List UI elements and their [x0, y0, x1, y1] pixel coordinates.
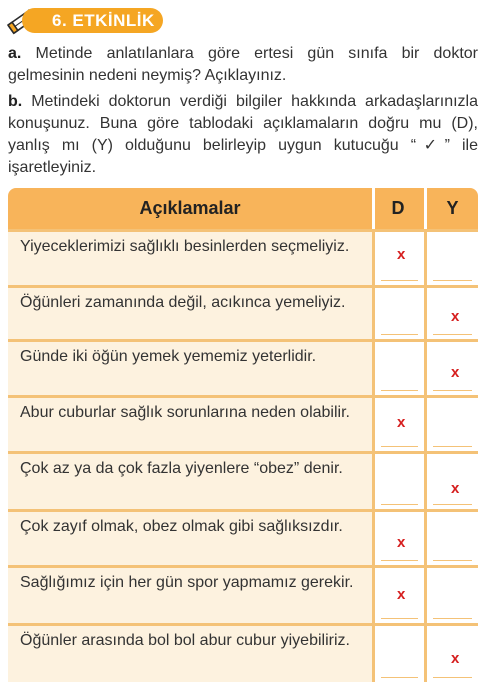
activity-title: 6. ETKİNLİK: [22, 8, 163, 33]
checkbox-y[interactable]: [427, 568, 478, 623]
checkbox-line: [381, 677, 418, 678]
checkbox-line: [381, 504, 418, 505]
table-row: [8, 451, 478, 509]
checkbox-d[interactable]: [375, 512, 424, 565]
description-cell: [8, 568, 372, 623]
checkbox-y[interactable]: [427, 398, 478, 451]
checkbox-d[interactable]: [375, 454, 424, 509]
checkbox-line: [433, 560, 472, 561]
header-y: Y: [446, 198, 459, 218]
checkbox-y[interactable]: [427, 288, 478, 339]
question-b: [8, 91, 478, 179]
table-row: [8, 395, 478, 451]
checkbox-line: [433, 618, 472, 619]
question-a-text: Metinde anlatılanlara göre ertesi gün sınıfa bir doktor gelmesinin nedeni neymiş? Açıklayınız.: [8, 45, 478, 84]
header-description: Açıklamalar: [139, 198, 241, 218]
description-text: Çok zayıf olmak, obez olmak gibi sağlıksızdır.: [20, 518, 343, 535]
checkbox-line: [433, 677, 472, 678]
checkbox-line: [433, 446, 472, 447]
mark-d: x: [397, 246, 406, 263]
checkbox-line: [381, 334, 418, 335]
checkbox-line: [381, 618, 418, 619]
description-text: Yiyeceklerimizi sağlıklı besinlerden seçmeliyiz.: [20, 238, 350, 255]
checkbox-line: [381, 390, 418, 391]
table-row: [8, 565, 478, 623]
description-text: Abur cuburlar sağlık sorunlarına neden olabilir.: [20, 404, 350, 421]
checkbox-y[interactable]: [427, 342, 478, 395]
table-row: [8, 285, 478, 339]
checkbox-line: [433, 280, 472, 281]
mark-d: x: [397, 414, 406, 431]
checkbox-y[interactable]: [427, 232, 478, 285]
checkbox-line: [433, 334, 472, 335]
checkbox-d[interactable]: [375, 626, 424, 682]
checkbox-y[interactable]: [427, 512, 478, 565]
mark-y: x: [451, 364, 460, 381]
question-a: [8, 43, 478, 87]
checkbox-d[interactable]: [375, 398, 424, 451]
activity-header: [0, 0, 497, 40]
checkbox-line: [433, 504, 472, 505]
table-row: [8, 339, 478, 395]
checkbox-d[interactable]: [375, 288, 424, 339]
checkbox-d[interactable]: [375, 568, 424, 623]
description-cell: [8, 512, 372, 565]
mark-y: x: [451, 308, 460, 325]
description-cell: [8, 342, 372, 395]
table-row: [8, 623, 478, 682]
question-b-text: Metindeki doktorun verdiği bilgiler hakkında arkadaşlarınızla konuşunuz. Buna göre tablodaki açıklamaların doğru mu (D), yanlış mı (Y) olduğunu belirleyip uygun kutucuğu “✓” ile işaretleyiniz.: [8, 93, 478, 176]
mark-y: x: [451, 650, 460, 667]
description-text: Günde iki öğün yemek yememiz yeterlidir.: [20, 348, 317, 365]
mark-d: x: [397, 534, 406, 551]
description-cell: [8, 232, 372, 285]
description-cell: [8, 454, 372, 509]
table-row: [8, 229, 478, 285]
description-text: Öğünleri zamanında değil, acıkınca yemeliyiz.: [20, 294, 346, 311]
table-body: [8, 229, 478, 682]
checkbox-y[interactable]: [427, 454, 478, 509]
checkbox-d[interactable]: [375, 342, 424, 395]
table-header: [8, 188, 478, 229]
true-false-table: [8, 188, 478, 682]
checkbox-line: [381, 280, 418, 281]
description-cell: [8, 288, 372, 339]
description-text: Sağlığımız için her gün spor yapmamız gerekir.: [20, 574, 354, 591]
checkbox-line: [381, 446, 418, 447]
table-row: [8, 509, 478, 565]
checkbox-y[interactable]: [427, 626, 478, 682]
header-d: D: [391, 198, 405, 218]
question-b-letter: b.: [8, 93, 23, 110]
checkbox-line: [433, 390, 472, 391]
checkbox-line: [381, 560, 418, 561]
mark-d: x: [397, 586, 406, 603]
description-text: Çok az ya da çok fazla yiyenlere “obez” denir.: [20, 460, 343, 477]
checkbox-d[interactable]: [375, 232, 424, 285]
mark-y: x: [451, 480, 460, 497]
description-cell: [8, 626, 372, 682]
question-a-letter: a.: [8, 45, 22, 62]
description-text: Öğünler arasında bol bol abur cubur yiyebiliriz.: [20, 632, 350, 649]
description-cell: [8, 398, 372, 451]
